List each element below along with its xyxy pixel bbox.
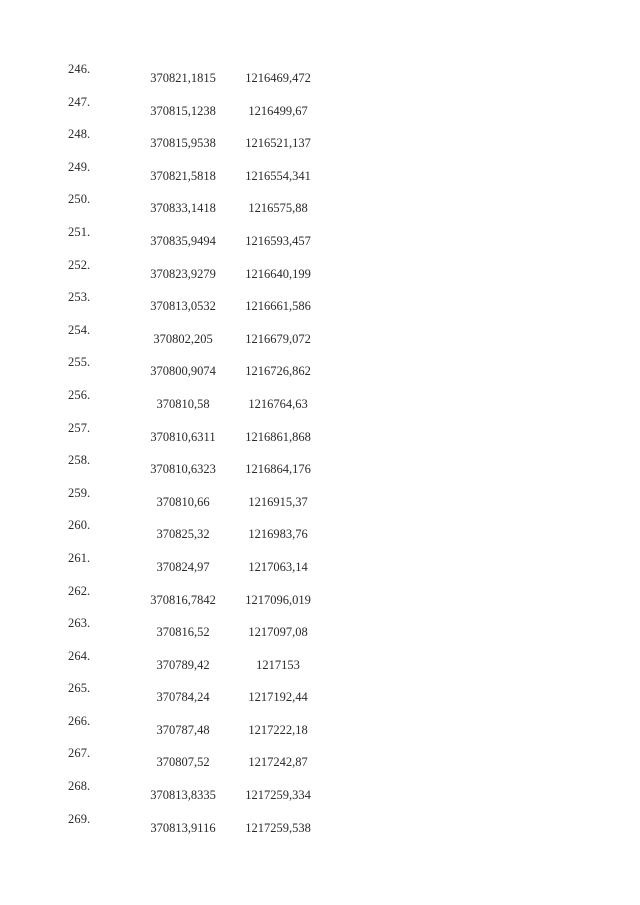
point-number: 261.: [68, 550, 91, 565]
x-coordinate: 370810,58: [156, 396, 210, 411]
x-coordinate: 370825,32: [156, 527, 210, 542]
point-number: 264.: [68, 648, 91, 663]
table-row: [0, 453, 640, 486]
point-number: 269.: [68, 811, 91, 826]
point-number: 257.: [68, 420, 91, 435]
table-row: [0, 518, 640, 551]
point-number: 253.: [68, 290, 91, 305]
y-coordinate: 1217222,18: [248, 722, 308, 737]
y-coordinate: 1216661,586: [245, 299, 311, 314]
table-row: [0, 779, 640, 812]
point-number: 248.: [68, 127, 91, 142]
x-coordinate: 370821,5818: [150, 168, 216, 183]
point-number: 258.: [68, 453, 91, 468]
table-row: [0, 746, 640, 779]
y-coordinate: 1217259,334: [245, 788, 311, 803]
table-row: [0, 290, 640, 323]
point-number: 250.: [68, 192, 91, 207]
table-row: [0, 388, 640, 421]
table-row: [0, 486, 640, 519]
y-coordinate: 1216521,137: [245, 136, 311, 151]
x-coordinate: 370810,6323: [150, 462, 216, 477]
x-coordinate: 370824,97: [156, 559, 210, 574]
x-coordinate: 370815,9538: [150, 136, 216, 151]
x-coordinate: 370802,205: [153, 331, 213, 346]
x-coordinate: 370835,9494: [150, 233, 216, 248]
y-coordinate: 1217063,14: [248, 559, 308, 574]
table-row: [0, 355, 640, 388]
y-coordinate: 1216983,76: [248, 527, 308, 542]
x-coordinate: 370789,42: [156, 657, 210, 672]
point-number: 256.: [68, 387, 91, 402]
table-row: [0, 616, 640, 649]
y-coordinate: 1217242,87: [248, 755, 308, 770]
x-coordinate: 370813,9116: [150, 820, 216, 835]
x-coordinate: 370833,1418: [150, 201, 216, 216]
y-coordinate: 1216861,868: [245, 429, 311, 444]
y-coordinate: 1217259,538: [245, 820, 311, 835]
point-number: 255.: [68, 355, 91, 370]
x-coordinate: 370823,9279: [150, 266, 216, 281]
point-number: 252.: [68, 257, 91, 272]
y-coordinate: 1216593,457: [245, 233, 311, 248]
point-number: 249.: [68, 159, 91, 174]
point-number: 268.: [68, 779, 91, 794]
x-coordinate: 370813,8335: [150, 788, 216, 803]
y-coordinate: 1216575,88: [248, 201, 308, 216]
y-coordinate: 1216864,176: [245, 462, 311, 477]
table-row: [0, 95, 640, 128]
x-coordinate: 370800,9074: [150, 364, 216, 379]
table-row: [0, 551, 640, 584]
point-number: 266.: [68, 713, 91, 728]
y-coordinate: 1216499,67: [248, 103, 308, 118]
point-number: 251.: [68, 224, 91, 239]
y-coordinate: 1217097,08: [248, 625, 308, 640]
x-coordinate: 370815,1238: [150, 103, 216, 118]
point-number: 246.: [68, 62, 91, 76]
y-coordinate: 1217096,019: [245, 592, 311, 607]
y-coordinate: 1216915,37: [248, 494, 308, 509]
y-coordinate: 1216679,072: [245, 331, 311, 346]
point-number: 260.: [68, 518, 91, 533]
x-coordinate: 370810,6311: [150, 429, 216, 444]
table-row: [0, 225, 640, 258]
x-coordinate: 370821,1815: [150, 71, 216, 85]
y-coordinate: 1216764,63: [248, 396, 308, 411]
x-coordinate: 370807,52: [156, 755, 210, 770]
y-coordinate: 1216640,199: [245, 266, 311, 281]
x-coordinate: 370813,0532: [150, 299, 216, 314]
y-coordinate: 1217192,44: [248, 690, 308, 705]
x-coordinate: 370784,24: [156, 690, 210, 705]
table-row: [0, 62, 640, 95]
table-row: [0, 421, 640, 454]
point-number: 262.: [68, 583, 91, 598]
table-row: [0, 681, 640, 714]
y-coordinate: 1216469,472: [245, 71, 311, 85]
x-coordinate: 370787,48: [156, 722, 210, 737]
table-row: [0, 649, 640, 682]
x-coordinate: 370816,52: [156, 625, 210, 640]
point-number: 265.: [68, 681, 91, 696]
point-number: 259.: [68, 485, 91, 500]
coordinate-table: [0, 62, 640, 844]
y-coordinate: 1216554,341: [245, 168, 311, 183]
y-coordinate: 1217153: [256, 657, 300, 672]
point-number: 263.: [68, 616, 91, 631]
y-coordinate: 1216726,862: [245, 364, 311, 379]
point-number: 267.: [68, 746, 91, 761]
table-row: [0, 584, 640, 617]
table-row: [0, 323, 640, 356]
table-row: [0, 160, 640, 193]
table-row: [0, 192, 640, 225]
table-row: [0, 127, 640, 160]
table-row: [0, 714, 640, 747]
table-row: [0, 258, 640, 291]
x-coordinate: 370816,7842: [150, 592, 216, 607]
point-number: 254.: [68, 322, 91, 337]
point-number: 247.: [68, 94, 91, 109]
x-coordinate: 370810,66: [156, 494, 210, 509]
table-row: [0, 812, 640, 845]
